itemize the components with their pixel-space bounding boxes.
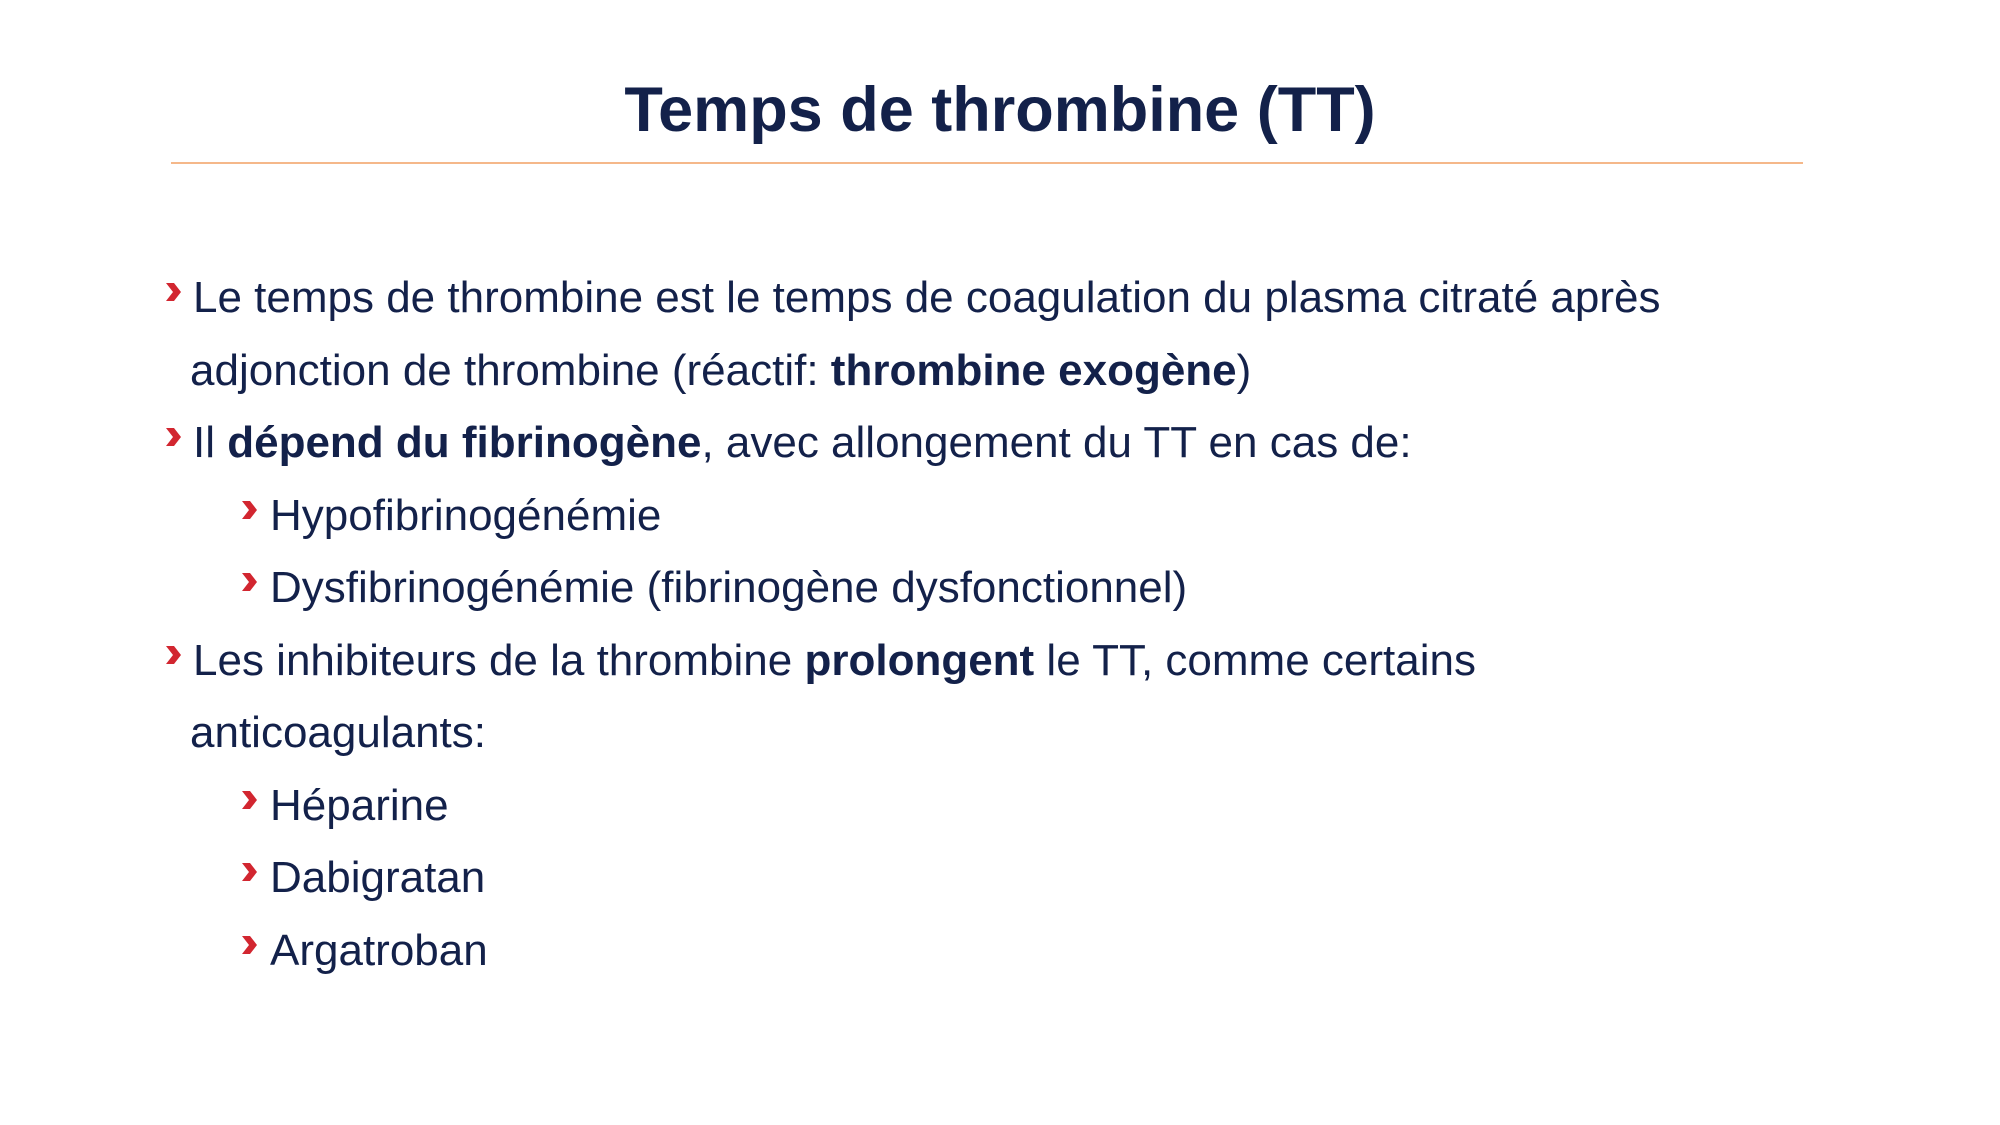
bullet-text: Les inhibiteurs de la thrombine: [193, 635, 805, 685]
emphasis-text: thrombine exogène: [830, 345, 1237, 395]
chevron-right-icon: [240, 790, 258, 810]
bullet-text: anticoagulants:: [190, 708, 486, 757]
sub-bullet-hypofibrinogenemia: [160, 486, 1840, 559]
bullet-text: Il: [193, 418, 228, 467]
bullet-text: ): [1236, 345, 1252, 395]
chevron-right-icon: [240, 500, 258, 520]
bullet-text: Héparine: [270, 780, 449, 830]
chevron-right-icon: [240, 572, 258, 592]
sub-bullet-heparine: [160, 776, 1840, 849]
title-divider: [171, 162, 1803, 164]
chevron-right-icon: [164, 427, 182, 447]
bullet-item-thrombin-inhibitors: [160, 631, 1840, 704]
chevron-right-icon: [240, 862, 258, 882]
sub-bullet-dysfibrinogenemia: [160, 558, 1840, 631]
bullet-text: le TT, comme certains: [1034, 635, 1476, 685]
bullet-text: adjonction de thrombine (réactif:: [190, 345, 831, 395]
bullet-continuation: [160, 341, 1840, 414]
chevron-right-icon: [240, 935, 258, 955]
bullet-text: Dabigratan: [270, 853, 486, 902]
bullet-continuation: [160, 703, 1840, 776]
emphasis-text: dépend du fibrinogène: [227, 418, 702, 467]
chevron-right-icon: [164, 645, 182, 665]
emphasis-text: prolongent: [804, 635, 1035, 685]
bullet-text: Argatroban: [270, 925, 488, 975]
bullet-text: Dysfibrinogénémie (fibrinogène dysfonctionnel): [270, 563, 1188, 612]
bullet-item-tt-definition: [160, 268, 1840, 341]
bullet-text: Le temps de thrombine est le temps de coagulation du plasma citraté après: [193, 273, 1661, 322]
sub-bullet-argatroban: [160, 921, 1840, 994]
chevron-right-icon: [164, 282, 182, 302]
bullet-item-fibrinogen-dependence: [160, 413, 1840, 486]
bullet-text: , avec allongement du TT en cas de:: [701, 418, 1412, 467]
bullet-text: Hypofibrinogénémie: [270, 490, 662, 540]
sub-bullet-dabigratan: [160, 848, 1840, 921]
bullet-list: [160, 268, 1840, 993]
slide-title: Temps de thrombine (TT): [624, 75, 1376, 145]
